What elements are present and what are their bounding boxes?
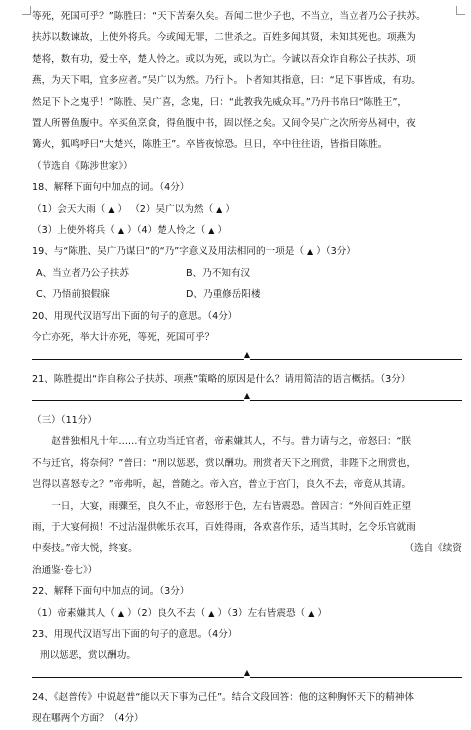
passage-line: 不与迁官，将奈何？”普曰：“刑以惩恶，赏以酬功。刑赏者天下之刑赏，非陛下之刑赏也，: [32, 457, 417, 469]
page-corner-mark-left: [22, 6, 31, 15]
question-row: （3）上使外将兵（ ▲ ）（4）楚人怜之（ ▲ ）: [32, 220, 462, 241]
question-20: [32, 306, 462, 367]
answer-blank-icon: ▲: [243, 667, 251, 677]
question-row: （1）会天大雨（ ▲ ） （2）吴广以为然（ ▲ ）: [32, 199, 462, 220]
answer-blank-icon[interactable]: ▲: [108, 204, 115, 214]
passage-chen-she: [32, 6, 462, 177]
passage-source: 治通鉴·卷七》）: [32, 564, 98, 576]
answer-line[interactable]: [32, 349, 462, 367]
question-24: [32, 687, 462, 730]
question-sentence: 刑以惩恶，赏以酬功。: [40, 650, 136, 662]
answer-blank-icon[interactable]: ▲: [208, 226, 215, 236]
question-18: [32, 177, 462, 241]
passage-line: 扶苏以数谏故，上使外将兵。今或闻无罪，二世杀之。百姓多闻其贤，未知其死也。项燕为: [32, 32, 416, 44]
answer-blank-icon[interactable]: ▲: [117, 608, 125, 618]
question-title: 21、陈胜提出“诈自称公子扶苏、项燕”策略的原因是什么？请用简洁的语言概括。（3分）: [32, 373, 411, 385]
answer-line[interactable]: [32, 390, 462, 408]
passage-line: 赵普独相凡十年……有立功当迁官者，帝素嫌其人，不与。普力请与之，帝怒曰：“朕: [51, 436, 412, 448]
question-title: 20、用现代汉语写出下面的句子的意思。（4分）: [32, 310, 238, 322]
answer-blank-icon[interactable]: ▲: [117, 226, 125, 236]
question-title: 23、用现代汉语写出下面的句子的意思。（4分）: [32, 628, 238, 640]
passage-line: 一日，大宴，雨骤至，良久不止，帝怒形于色，左右皆震恐。普因言：“外间百姓正望: [51, 500, 412, 512]
option-d[interactable]: D、乃重修岳阳楼: [186, 289, 261, 301]
option-row: [32, 263, 462, 284]
answer-blank-icon: ▲: [243, 349, 251, 359]
question-22: [32, 581, 462, 624]
exam-page: [32, 6, 462, 730]
question-sentence: 今亡亦死，举大计亦死，等死，死国可乎？: [32, 332, 215, 344]
question-23: [32, 624, 462, 685]
passage-line: 楚将，数有功，爱士卒，楚人怜之。或以为死，或以为亡。今诚以吾众诈自称公子扶苏、项: [32, 53, 416, 65]
passage-line: 岂得以喜怒专之？”帝弗听，起，普随之。帝入宫，普立于宫门，良久不去，帝竟从其请。: [32, 479, 412, 491]
question-title: 24、《赵普传》中说赵普“能以天下事为己任”。结合文段回答：他的这种胸怀天下的精神体: [32, 691, 414, 703]
passage-line: 燕，为天下唱，宜多应者。”吴广以为然。乃行卜。卜者知其指意，曰：“足下事皆成，有功。: [32, 75, 421, 87]
answer-blank-icon: ▲: [243, 390, 251, 400]
passage-zhao-pu: [32, 410, 462, 581]
passage-line: 中奏技。”帝大悦，终宴。 （选自《续资: [32, 538, 462, 559]
passage-line: 然足下卜之鬼乎！”陈胜、吴广喜，念鬼，曰：“此教我先威众耳。”乃丹书帛曰“陈胜王”，: [32, 96, 408, 108]
question-title: 19、与“陈胜、吴广乃谋曰”的“乃”字意义及用法相同的一项是（ ▲ ）（3分）: [32, 241, 462, 262]
passage-source: （节选自《陈涉世家》）: [32, 160, 133, 172]
passage-line: 篝火，狐鸣呼曰“大楚兴，陈胜王”。卒皆夜惊恐。旦日，卒中往往语，皆指目陈胜。: [32, 139, 388, 151]
question-title: 18、解释下面句中加点的词。（4分）: [32, 182, 190, 194]
option-a[interactable]: A、当立者乃公子扶苏: [36, 267, 129, 279]
answer-blank-icon[interactable]: ▲: [308, 608, 315, 618]
answer-blank-icon[interactable]: ▲: [208, 608, 215, 618]
passage-line: 置人所罾鱼腹中。卒买鱼烹食，得鱼腹中书，固以怪之矣。又间令吴广之次所旁丛祠中，夜: [32, 118, 416, 130]
question-19: [32, 241, 462, 305]
option-b[interactable]: B、乃不知有汉: [186, 267, 251, 279]
passage-line: 雨，于大宴何损！不过沾湿供帐乐衣耳，百姓得雨，各欢喜作乐，适当其时，乞令乐官就雨: [32, 521, 416, 533]
passage-source: （选自《续资: [404, 543, 462, 555]
question-title: 22、解释下面句中加点的词。（3分）: [32, 586, 190, 598]
option-row: [32, 284, 462, 305]
answer-blank-icon[interactable]: ▲: [216, 204, 223, 214]
question-title-cont: 现在哪两个方面？（4分）: [32, 713, 144, 725]
question-row: （1）帝素嫌其人（ ▲ ）（2）良久不去（ ▲ ）（3）左右皆震恐（ ▲ ）: [32, 603, 462, 624]
passage-line: 等死，死国可乎？”陈胜曰：“天下苦秦久矣。吾闻二世少子也，不当立，当立者乃公子扶苏。: [32, 11, 426, 22]
section-heading: （三）（11分）: [32, 414, 97, 426]
option-c[interactable]: C、乃悟前狼假寐: [36, 289, 110, 301]
answer-blank-icon[interactable]: ▲: [307, 247, 314, 257]
answer-line[interactable]: [32, 667, 462, 685]
question-21: [32, 369, 462, 408]
